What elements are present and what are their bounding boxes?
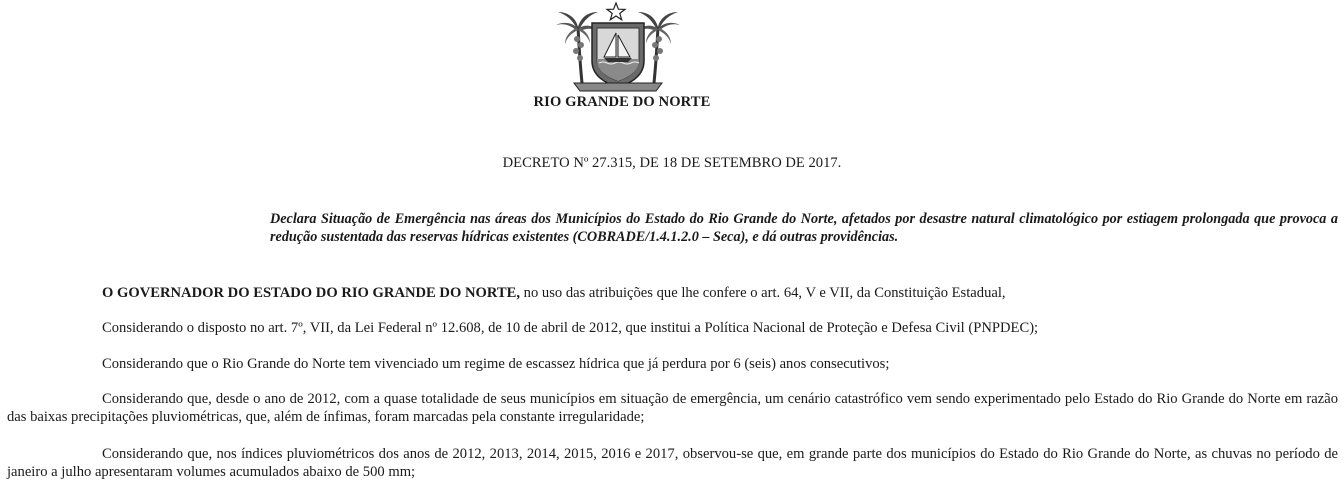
considerando-paragraph-2: Considerando que o Rio Grande do Norte tem vivenciado um regime de escassez hídrica que já perdura por 6 (seis) anos consecutivos; — [102, 356, 890, 372]
preamble-text: no uso das atribuições que lhe confere o art. 64, V e VII, da Constituição Estadual, — [520, 285, 1006, 301]
coat-of-arms-icon — [552, 1, 684, 93]
preamble-paragraph — [7, 284, 1338, 302]
decree-ementa: Declara Situação de Emergência nas áreas dos Municípios do Estado do Rio Grande do Norte, afetados por desastre natural climatológico por estiagem prolongada que provoca a redução sustentada das reservas hídricas existentes (COBRADE/1.4.1.2.0 – Seca), e dá outras providências. — [270, 211, 1338, 245]
considerando-paragraph-3: Considerando que, desde o ano de 2012, com a quase totalidade de seus municípios em situação de emergência, um cenário catastrófico vem sendo experimentado pelo Estado do Rio Grande do Norte em razão das baixas precipitações pluviométricas, que, além de ínfimas, foram marcadas pela constante irregularidade; — [7, 391, 1338, 425]
considerando-paragraph-4: Considerando que, nos índices pluviométricos dos anos de 2012, 2013, 2014, 2015, 2016 e 2017, observou-se que, em grande parte dos municípios do Estado do Rio Grande do Norte, as chuvas no período de janeiro a julho apresentaram volumes acumulados abaixo de 500 mm; — [7, 446, 1338, 480]
preamble-bold-lead: O GOVERNADOR DO ESTADO DO RIO GRANDE DO NORTE, — [102, 285, 521, 301]
decree-title: DECRETO Nº 27.315, DE 18 DE SETEMBRO DE 2017. — [502, 155, 842, 171]
considerando-paragraph-1: Considerando o disposto no art. 7º, VII, da Lei Federal nº 12.608, de 10 de abril de 2012, que institui a Política Nacional de Proteção e Defesa Civil (PNPDEC); — [102, 320, 1039, 336]
state-name-heading: RIO GRANDE DO NORTE — [533, 94, 711, 110]
